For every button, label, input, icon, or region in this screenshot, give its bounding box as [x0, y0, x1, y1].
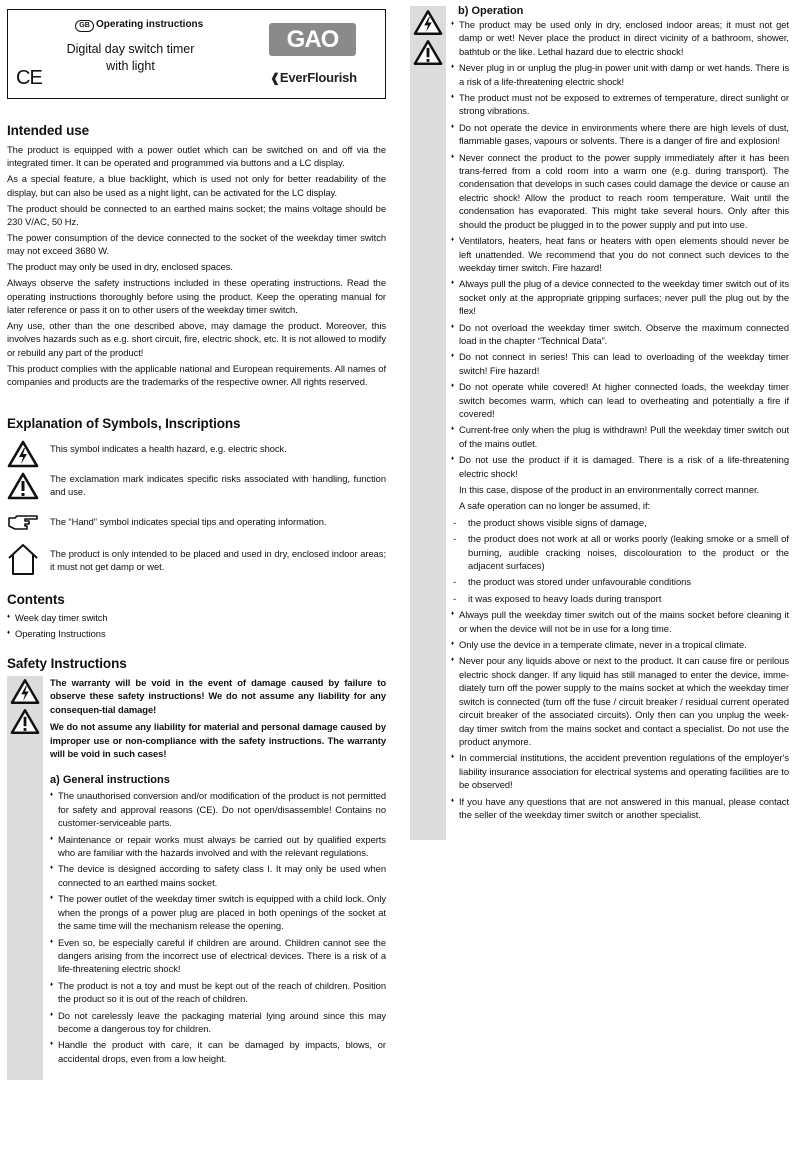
operation-heading: b) Operation [458, 5, 524, 17]
contents-heading: Contents [7, 592, 65, 607]
lightning-warning-icon [7, 440, 39, 468]
pointing-hand-icon [7, 513, 39, 531]
doc-type: Operating instructions [96, 19, 204, 30]
intended-use-body [7, 143, 386, 391]
list-item: ♦ Always pull the weekday timer switch out of the mains socket before cleaning it or when the device will not be in use for a long time. [451, 608, 789, 635]
list-item: ♦ Week day timer switch [7, 611, 386, 624]
paragraph: Always observe the safety instructions included in these operating instructions. Read the operating instructions thoroughly before using the product. Keep the operating manual for later reference or pass it on to other users of the weekday timer switch. [7, 277, 386, 315]
exclamation-warning-icon [10, 708, 40, 735]
product-title [38, 41, 223, 75]
language-badge: GB [75, 20, 94, 32]
list-item: ♦ Maintenance or repair works must always be carried out by qualified experts who are familiar with the hazards involved and with the relevant regulations. [50, 833, 386, 860]
everflourish-logo [270, 70, 357, 85]
list-item: ♦ The product may be used only in dry, enclosed indoor areas; it must not get damp or wet! Never place the product in direct vicinity of a bathroom, shower, bathtub or the like. Lethal hazard due to electric shock! [451, 18, 789, 58]
everflourish-logo-text: EverFlourish [279, 70, 357, 85]
symbol-text: The exclamation mark indicates specific risks associated with handling, function and use. [50, 473, 386, 498]
symbol-text: This symbol indicates a health hazard, e.g. electric shock. [50, 443, 287, 454]
exclamation-warning-icon [7, 472, 39, 500]
list-item: ♦ The power outlet of the weekday timer switch is equipped with a child lock. Only when the prongs of a power plug are placed in both openings of the socket at the same time will the mechanism release the opening. [50, 892, 386, 932]
list-item: ♦ Current-free only when the plug is withdrawn! Pull the weekday timer switch out of the mains outlet. [451, 423, 789, 450]
paragraph: The product should be connected to an earthed mains socket; the mains voltage should be 230 V/AC, 50 Hz. [7, 202, 386, 228]
general-instructions-heading: a) General instructions [50, 774, 170, 787]
condition-item: - the product shows visible signs of damage, [451, 516, 789, 529]
paragraph: As a special feature, a blue backlight, which is used not only for better readability of the display, but can also be used as a night light, can be activated for the LC display. [7, 173, 386, 198]
list-item: ♦ Never pour any liquids above or next to the product. It can cause fire or perilous electric shock danger. If any liquid has still managed to enter the device, imme-diately turn off the power supply to the mains socket at which the weekday timer switch is connected (turn off the fuse / circuit breaker / residual current operated circuit breaker of the associated circuits). Only then can you unplug the week-day timer switch from the mains socket and contact a specialist. Do not use the product anymore. [451, 654, 789, 748]
product-title-line1: Digital day switch timer [66, 42, 195, 56]
warning-strip [410, 6, 446, 840]
list-item: ♦ Do not overload the weekday timer switch. Observe the maximum connected load in the chapter “Technical Data”. [451, 321, 789, 348]
safety-heading: Safety Instructions [7, 656, 127, 671]
dispose-note: In this case, dispose of the product in an environmentally correct manner. [459, 484, 760, 495]
gao-logo-text: GAO [286, 26, 339, 53]
paragraph: The product may only be used in dry, enclosed spaces. [7, 261, 233, 273]
paragraph: The power consumption of the device connected to the socket of the weekday timer switch may not exceed 3680 W. [7, 231, 386, 257]
contents-list [7, 611, 386, 644]
paragraph: Any use, other than the one described above, may damage the product. Moreover, this involves hazards such as e.g. short circuit, fire, electric shock, etc. It is not allowed to modify or rebuild any part of the product! [7, 319, 386, 358]
list-item: ♦ Do not operate the device in environments where there are high levels of dust, flammable gases, vapours or solvents. There is a danger of fire and explosion! [451, 121, 789, 148]
safe-operation-intro: A safe operation can no longer be assumed, if: [459, 500, 651, 512]
symbol-text: The product is only intended to be placed and used in dry, enclosed indoor areas; it must not get damp or wet. [50, 548, 386, 573]
lightning-warning-icon [10, 678, 40, 705]
warranty-warning: The warranty will be void in the event of damage caused by failure to observe these safety instructions! We do not assume any liability for any consequen-tial damage! [50, 677, 386, 715]
exclamation-warning-icon [413, 39, 443, 66]
list-item: ♦ Ventilators, heaters, heat fans or heaters with open elements should never be left unattended. We recommend that you do not connect such devices to the weekday timer switch. Fire hazard! [451, 234, 789, 274]
lightning-warning-icon [413, 9, 443, 36]
everflourish-mark-icon: ❰ [270, 71, 280, 85]
list-item: ♦ Only use the device in a temperate climate, never in a tropical climate. [451, 638, 789, 651]
intended-use-heading: Intended use [7, 123, 90, 138]
paragraph: This product complies with the applicable national and European requirements. All names of companies and products are the trademarks of the respective owner. All rights reserved. [7, 362, 386, 387]
list-item: ♦ The product is not a toy and must be kept out of the reach of children. Position the product so it is out of the reach of children. [50, 979, 386, 1006]
list-item: ♦ In commercial institutions, the accident prevention regulations of the employer's liability insurance association for electrical systems and operating facilities are to be observed! [451, 751, 789, 791]
house-icon [7, 542, 39, 576]
list-item: ♦ Even so, be especially careful if children are around. Children cannot see the dangers arising from the incorrect use of electrical devices. There is a risk of a life-threatening electric shock! [50, 936, 386, 976]
product-title-line2: with light [106, 59, 155, 73]
list-item: ♦ Never plug in or unplug the plug-in power unit with damp or wet hands. There is a risk of a life-threatening electric shock! [451, 61, 789, 88]
gao-logo [269, 23, 356, 56]
list-item: ♦ Do not operate while covered! At higher connected loads, the weekday timer switch becomes warm, which can lead to overheating and potentially a fire if covered! [451, 380, 789, 420]
list-item: ♦ Do not carelessly leave the packaging material lying around since this may become a dangerous toy for children. [50, 1009, 386, 1036]
list-item: ♦ The unauthorised conversion and/or modification of the product is not permitted for safety and approval reasons (CE). Do not open/disassemble! Contains no customer-serviceable parts. [50, 789, 386, 829]
symbol-text: The “Hand” symbol indicates special tips and operating information. [50, 516, 327, 527]
ce-mark: CE [16, 67, 42, 89]
header-box [7, 9, 386, 99]
symbols-heading: Explanation of Symbols, Inscriptions [7, 416, 241, 431]
condition-item: - the product does not work at all or works poorly (leaking smoke or a smell of burning, audible cracking noises, discolouration to the product or the adjacent surfaces) [451, 532, 789, 572]
list-item: ♦ The device is designed according to safety class I. It may only be used when connected to an earthed mains socket. [50, 862, 386, 889]
condition-item: - it was exposed to heavy loads during transport [451, 592, 789, 605]
paragraph: The product is equipped with a power outlet which can be switched on and off via the integrated timer. It can be operated and programmed via buttons and a LC display. [7, 144, 386, 169]
list-item: ♦ Never connect the product to the power supply immediately after it has been trans-ferred from a cold room into a warm one (e.g. during transport). The condensation that develops in such cases could damage the device or cause an electric shock! Allow the product to reach room temperature. Wait until the condensation has evaporated. This might take several hours. Only after this should the product be plugged in to the power supply and put into use. [451, 151, 789, 231]
list-item: ♦ Do not use the product if it is damaged. There is a risk of a life-threatening electric shock! [451, 453, 789, 480]
list-item: ♦ If you have any questions that are not answered in this manual, please contact the seller of the weekday timer switch or another specialist. [451, 795, 789, 822]
warning-strip [7, 676, 43, 1080]
list-item: ♦ The product must not be exposed to extremes of temperature, direct sunlight or strong vibrations. [451, 91, 789, 118]
list-item: ♦ Always pull the plug of a device connected to the weekday timer switch out of its socket only at the appropriate gripping surfaces; never pull the plug out by the flex! [451, 277, 789, 317]
liability-warning: We do not assume any liability for material and personal damage caused by improper use or non-compliance with the safety instructions. The warranty will be void in such cases! [50, 721, 386, 760]
list-item: ♦ Do not connect in series! This can lead to overloading of the weekday timer switch! Fire hazard! [451, 350, 789, 377]
operation-body [451, 5, 789, 824]
list-item: ♦ Operating Instructions [7, 627, 386, 640]
condition-item: - the product was stored under unfavourable conditions [451, 575, 789, 588]
safety-body [50, 676, 386, 1068]
list-item: ♦ Handle the product with care, it can be damaged by impacts, blows, or accidental drops, even from a low height. [50, 1038, 386, 1065]
